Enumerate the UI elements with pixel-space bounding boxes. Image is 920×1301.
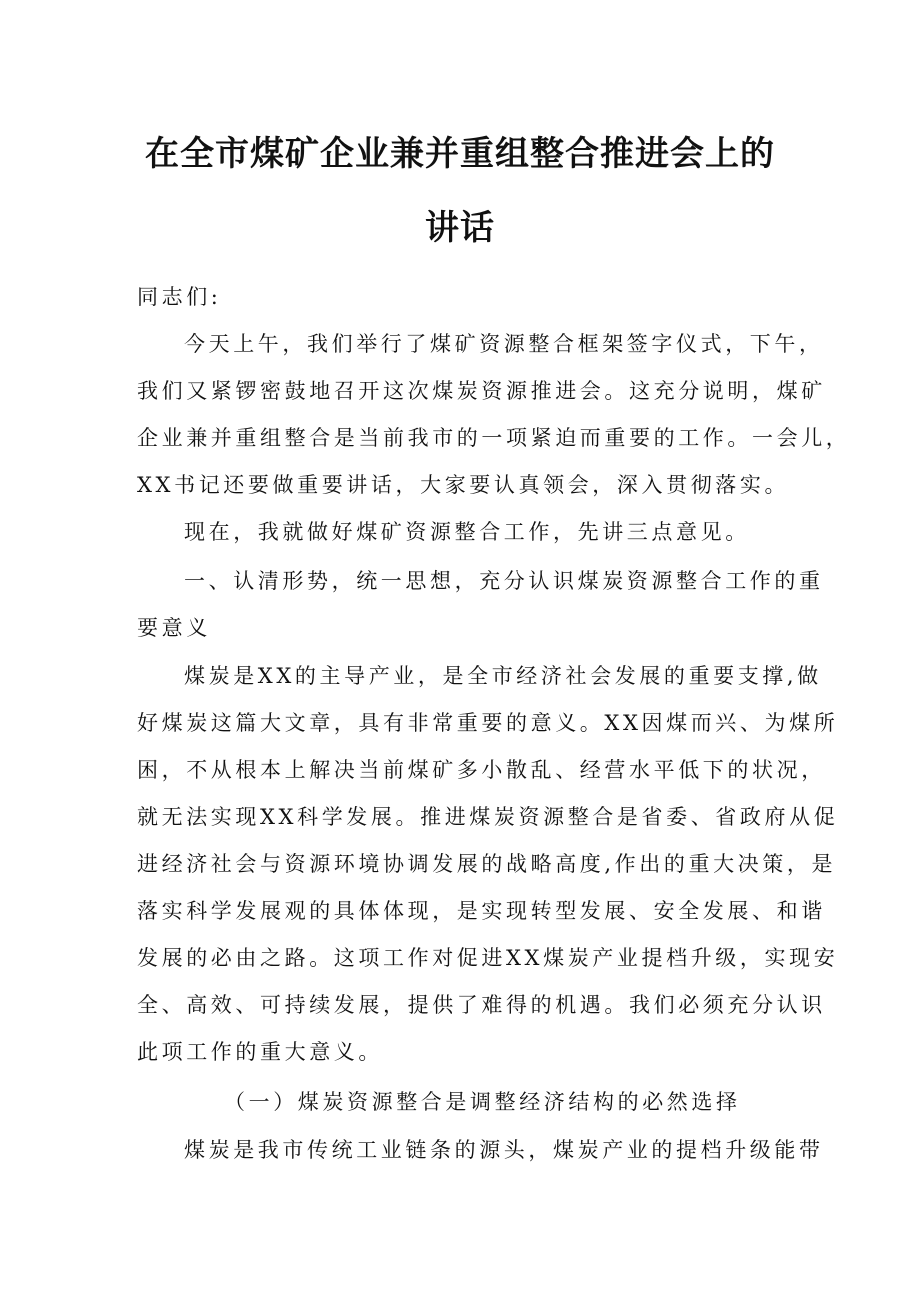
paragraph-line: 落实科学发展观的具体体现，是实现转型发展、安全发展、和谐: [137, 899, 826, 923]
paragraph-line: 今天上午，我们举行了煤矿资源整合框架签字仪式，下午，: [184, 332, 824, 356]
paragraph-line: 此项工作的重大意义。: [137, 1040, 383, 1064]
paragraph-line: 好煤炭这篇大文章，具有非常重要的意义。XX因煤而兴、为煤所: [137, 711, 839, 735]
paragraph-line: 困，不从根本上解决当前煤矿多小散乱、经营水平低下的状况，: [137, 758, 826, 782]
paragraph-line: 发展的必由之路。这项工作对促进XX煤炭产业提档升级，实现安: [137, 946, 839, 970]
subsection-heading: （一）煤炭资源整合是调整经济结构的必然选择: [224, 1090, 741, 1114]
paragraph-line: 煤炭是我市传统工业链条的源头，煤炭产业的提档升级能带: [184, 1138, 824, 1162]
salutation: 同志们:: [137, 285, 222, 309]
paragraph-line: 就无法实现XX科学发展。推进煤炭资源整合是省委、省政府从促: [137, 805, 839, 829]
paragraph-line: 全、高效、可持续发展，提供了难得的机遇。我们必须充分认识: [137, 993, 826, 1017]
section-heading-line: 一、认清形势，统一思想，充分认识煤炭资源整合工作的重: [184, 569, 824, 593]
paragraph-line: 进经济社会与资源环境协调发展的战略高度,作出的重大决策，是: [137, 852, 837, 876]
document-title-line-2: 讲话: [425, 208, 495, 248]
section-heading-line: 要意义: [137, 616, 211, 640]
paragraph-line: 我们又紧锣密鼓地召开这次煤炭资源推进会。这充分说明，煤矿: [137, 379, 826, 403]
paragraph-line: XX书记还要做重要讲话，大家要认真领会，深入贯彻落实。: [137, 473, 790, 497]
paragraph-line: 煤炭是XX的主导产业，是全市经济社会发展的重要支撑,做: [184, 664, 822, 688]
document-title-line-1: 在全市煤矿企业兼并重组整合推进会上的: [145, 134, 775, 174]
paragraph-line: 企业兼并重组整合是当前我市的一项紧迫而重要的工作。一会儿，: [137, 426, 851, 450]
paragraph-line: 现在，我就做好煤矿资源整合工作，先讲三点意见。: [184, 520, 750, 544]
